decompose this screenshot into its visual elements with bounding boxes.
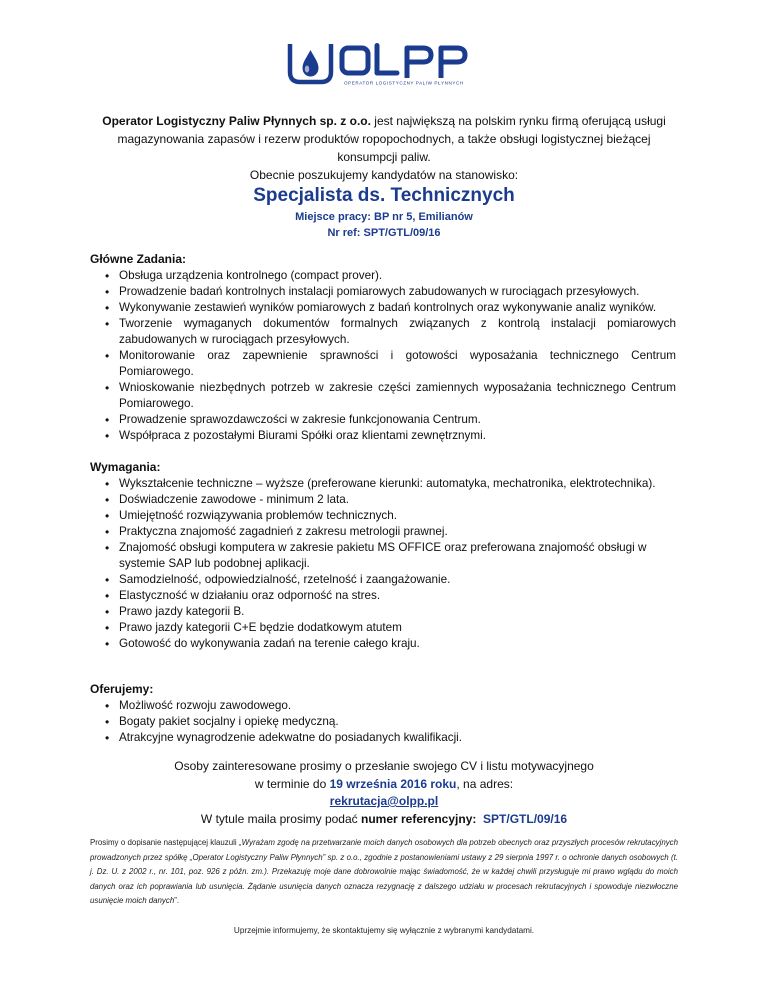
list-item: • Wykształcenie techniczne – wyższe (preferowane kierunki: automatyka, mechatronika, elektrotechnika).	[90, 476, 676, 492]
closing-note: Uprzejmie informujemy, że skontaktujemy się wyłącznie z wybranymi kandydatami.	[233, 926, 535, 935]
clause-suffix: ”.	[174, 896, 180, 905]
list-item: • Samodzielność, odpowiedzialność, rzetelność i zaangażowanie.	[90, 572, 676, 588]
gdpr-clause	[90, 836, 678, 909]
requirements-list	[90, 476, 676, 652]
application-info	[96, 758, 672, 828]
job-meta	[96, 209, 672, 241]
subject-prefix: W tytule maila prosimy podać	[200, 811, 361, 826]
list-item: • Monitorowanie oraz zapewnienie sprawności i gotowości wyposażania technicznego Centrum Pomiarowego.	[90, 348, 676, 380]
company-description: jest największą na polskim rynku firmą oferującą usługi magazynowania zapasów i rezerw produktów ropopochodnych, a także obsługi logistycznej bieżącej konsumpcji paliw.	[117, 114, 666, 164]
company-intro	[96, 112, 672, 166]
list-item: • Prawo jazdy kategorii C+E będzie dodatkowym atutem	[90, 620, 676, 636]
email-link[interactable]: rekrutacja@olpp.pl	[329, 794, 439, 808]
clause-prefix: Prosimy o dopisanie następującej klauzuli	[90, 838, 239, 847]
olpp-logo-graphic	[287, 38, 487, 88]
list-item: • Elastyczność w działaniu oraz odporność na stres.	[90, 588, 676, 604]
clause-text: „Wyrażam zgodę na przetwarzanie moich danych osobowych dla potrzeb obecnych oraz przyszłych procesów rekrutacyjnych prowadzonych przez spółkę „Operator Logistyczny Paliw Płynnych” sp. z o.o., zgodnie z postanowieniami ustawy z 29 sierpnia 1997 r. o ochronie danych osobowych (t. j. Dz. U. z 2002 r., nr. 101, poz. 926 z późn. zm.). Przekazuję moje dane dobrowolnie mając świadomość, że w każdej chwili przysługuje mi prawo wglądu do moich danych oraz ich poprawiania lub usunięcia. Żądanie usunięcia danych oznacza rezygnację z dalszego udziału w procesach rekrutacyjnych i spowoduje niezwłoczne usunięcie moich danych	[90, 838, 678, 905]
list-item: • Gotowość do wykonywania zadań na terenie całego kraju.	[90, 636, 676, 652]
work-location: Miejsce pracy: BP nr 5, Emilianów	[295, 211, 473, 223]
list-item: • Praktyczna znajomość zagadnień z zakresu metrologii prawnej.	[90, 524, 676, 540]
deadline-suffix: , na adres:	[456, 776, 514, 791]
list-item: • Tworzenie wymaganych dokumentów formalnych związanych z kontrolą instalacji pomiarowych zabudowanych w rurociągach przesyłowych.	[90, 316, 676, 348]
company-name: Operator Logistyczny Paliw Płynnych sp. z o.o.	[102, 114, 371, 128]
list-item: • Współpraca z pozostałymi Biurami Spółki oraz klientami zewnętrznymi.	[90, 428, 676, 444]
offer-list	[90, 698, 676, 746]
list-item: • Umiejętność rozwiązywania problemów technicznych.	[90, 508, 676, 524]
reference-number: Nr ref: SPT/GTL/09/16	[327, 227, 441, 239]
list-item: • Bogaty pakiet socjalny i opiekę medyczną.	[90, 714, 676, 730]
olpp-logo	[287, 38, 487, 88]
list-item: • Atrakcyjne wynagrodzenie adekwatne do posiadanych kwalifikacji.	[90, 730, 676, 746]
list-item: • Prawo jazdy kategorii B.	[90, 604, 676, 620]
seeking-text: Obecnie poszukujemy kandydatów na stanowisko:	[249, 168, 519, 182]
list-item: • Znajomość obsługi komputera w zakresie pakietu MS OFFICE oraz preferowana znajomość obsługi w systemie SAP lub podobnej aplikacji.	[90, 540, 676, 572]
application-line-1: Osoby zainteresowane prosimy o przesłanie swojego CV i listu motywacyjnego	[174, 759, 594, 773]
tasks-list	[90, 268, 676, 444]
list-item: • Prowadzenie sprawozdawczości w zakresie funkcjonowania Centrum.	[90, 412, 676, 428]
list-item: • Wnioskowanie niezbędnych potrzeb w zakresie części zamiennych wyposażania technicznego Centrum Pomiarowego.	[90, 380, 676, 412]
deadline-date: 19 września 2016 roku	[329, 776, 457, 791]
list-item: • Obsługa urządzenia kontrolnego (compact prover).	[90, 268, 676, 284]
list-item: • Możliwość rozwoju zawodowego.	[90, 698, 676, 714]
deadline-prefix: w terminie do	[254, 776, 330, 791]
job-title: Specjalista ds. Technicznych	[253, 185, 515, 206]
logo-tagline: OPERATOR LOGISTYCZNY PALIW PŁYNNYCH	[344, 80, 464, 86]
application-line-4	[96, 811, 672, 829]
list-item: • Prowadzenie badań kontrolnych instalacji pomiarowych zabudowanych w rurociągach przesyłowych.	[90, 284, 676, 300]
subject-label: numer referencyjny:	[360, 811, 477, 826]
application-line-2	[96, 776, 672, 794]
list-item: • Doświadczenie zawodowe - minimum 2 lata.	[90, 492, 676, 508]
offer-heading: Oferujemy:	[90, 682, 154, 696]
subject-ref: SPT/GTL/09/16	[483, 811, 568, 826]
tasks-heading: Główne Zadania:	[90, 252, 187, 266]
list-item: • Wykonywanie zestawień wyników pomiarowych z badań kontrolnych oraz wykonywanie analiz wyników.	[90, 300, 676, 316]
requirements-heading: Wymagania:	[90, 460, 161, 474]
